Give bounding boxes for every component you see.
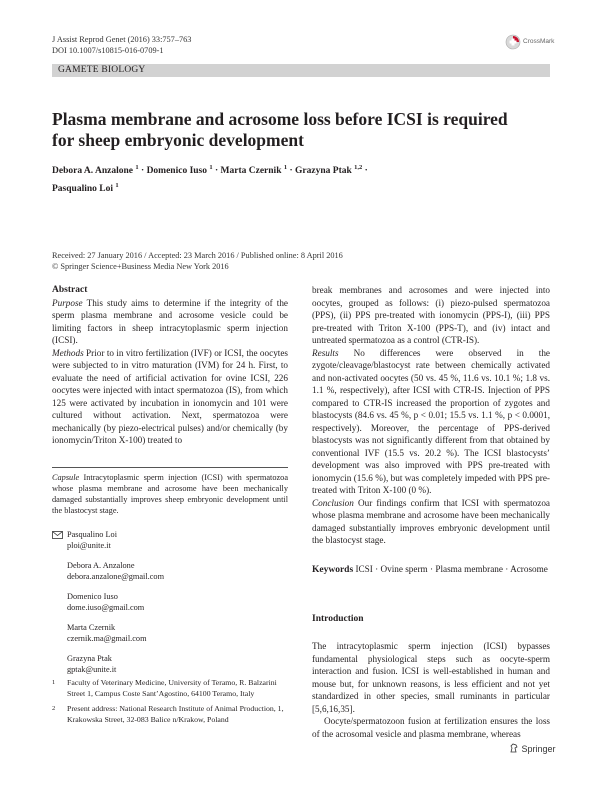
author-name: Domenico Iuso: [146, 166, 207, 177]
contact-name: Grazyna Ptak: [67, 654, 112, 663]
contact-entry: [67, 653, 288, 675]
contact-email[interactable]: ploi@unite.it: [67, 541, 111, 550]
section-bar: [52, 64, 550, 77]
keywords-text: ICSI · Ovine sperm · Plasma membrane · Acrosome: [355, 564, 548, 574]
introduction-heading: Introduction: [312, 614, 364, 624]
contact-email[interactable]: gptak@unite.it: [67, 665, 117, 674]
crossmark-icon: [505, 34, 521, 50]
affiliation-number: 2: [52, 705, 56, 712]
contact-name: Marta Czernik: [67, 623, 116, 632]
author-affiliation-ref: 1: [135, 164, 139, 171]
envelope-icon: [52, 531, 63, 539]
publisher-logo: [509, 743, 556, 754]
capsule: [52, 472, 288, 516]
author-separator: ·: [364, 166, 368, 177]
title-line-2: for sheep embryonic development: [52, 130, 304, 150]
author-line-2: [52, 179, 512, 197]
affiliation-text: Faculty of Veterinary Medicine, University of Teramo, R. Balzarini Street 1, Campus Coste Sant’Agostino, 64100 Teramo, Italy: [67, 678, 277, 698]
affiliation-2: [52, 704, 288, 725]
author-line-1: [52, 161, 512, 179]
contact-name: Domenico Iuso: [67, 592, 118, 601]
author-list: [52, 161, 512, 196]
methods-text: Prior to in vitro fertilization (IVF) or ICSI, the oocytes were subjected to in vitro maturation (IVM) for 24 h. First, to evaluate the need of artificial activation for ovine ICSI, 226 oocytes were injected with intact spermatozoa (IS), from which 125 were activated by incubation in ionomycin and 101 were cultured without activation. Next, spermatozoa were mechanically (by piezo-electrical pulses) and/or chemically (by ionomycin/Triton X-100) treated to: [52, 347, 288, 445]
methods-label: Methods: [52, 347, 84, 358]
contact-entry: [67, 622, 288, 644]
capsule-text: Intracytoplasmic sperm injection (ICSI) with spermatozoa whose plasma membrane and acrosome have been mechanically damaged substantially improves sheep embryonic development until the blastocyst stage.: [52, 473, 288, 515]
crossmark-label: CrossMark: [523, 38, 555, 45]
intro-paragraph-2: Oocyte/spermatozoon fusion at fertilization ensures the loss of the acrosomal vesicle and plasma membrane, whereas: [312, 716, 550, 739]
journal-citation: J Assist Reprod Genet (2016) 33:757–763: [52, 35, 192, 44]
results-label: Results: [312, 347, 339, 358]
contact-entry: [67, 529, 288, 551]
abstract-heading: Abstract: [52, 285, 88, 295]
abstract-methods: [52, 347, 288, 447]
author-separator: ·: [141, 166, 145, 177]
intro-paragraph-1: The intracytoplasmic sperm injection (ICSI) bypasses fundamental physiological steps such as oocyte-sperm interaction and fusion. ICSI is well-established in human and mouse but, for unknown reasons, is less efficient and not yet standardized in other species, small ruminants in particular [5,6,16,35].: [312, 641, 550, 714]
abstract-continuation: break membranes and acrosomes and were injected into oocytes, grouped as follows: (i) piezo-pulsed spermatozoa (PPS), (ii) PPS pre-treated with ionomycin (PPS-I), (iii) PPS pre-treated with Triton X-100 (PPS-T), and (iv) intact and untreated spermatozoa as a control (CTR-IS).: [312, 285, 550, 345]
author-affiliation-ref: 1: [209, 164, 213, 171]
publisher-name: Springer: [521, 744, 556, 754]
results-text: No differences were observed in the zygote/cleavage/blastocyst rate between chemically activated and non-activated oocytes (50 vs. 45 %, 11.6 vs. 10.1 %; 1.8 vs. 1.1 %, respectively), after ICSI with CTR-IS. Injection of PPS compared to CTR-IS increased the proportion of zygotes and blastocysts (84.6 vs. 45 %, p < 0.01; 15.5 vs. 1.1 %, p < 0.0001, respectively). Moreover, the percentage of PPS-derived blastocysts was not significantly different from that obtained by conventional IVF (15.5 vs. 20.2 %). The ICSI blastocysts’ development was also improved with PPS pre-treated with ionomycin (15.6 %), but was completely impeded with PPS pre-treated with Triton X-100 (0 %).: [312, 347, 550, 495]
author-affiliation-ref: 1,2: [354, 164, 363, 171]
author-affiliation-ref: 1: [115, 181, 119, 189]
purpose-text: This study aims to determine if the integrity of the sperm plasma membrane and acrosome vesicle could be limiting factors in sheep intracytoplasmic sperm injection (ICSI).: [52, 297, 288, 345]
article-history: [52, 250, 343, 272]
copyright: © Springer Science+Business Media New York 2016: [52, 262, 229, 271]
contact-entry: [67, 591, 288, 613]
contact-email[interactable]: debora.anzalone@gmail.com: [67, 572, 165, 581]
introduction-body: [312, 640, 550, 740]
contact-entry: [67, 560, 288, 582]
author-name: Grazyna Ptak: [295, 166, 352, 177]
crossmark-badge[interactable]: [505, 34, 565, 52]
section-label: GAMETE BIOLOGY: [58, 65, 146, 75]
contact-name: Debora A. Anzalone: [67, 561, 135, 570]
affiliation-number: 1: [52, 679, 56, 686]
author-name: Marta Czernik: [220, 166, 282, 177]
conclusion-text: Our findings confirm that ICSI with spermatozoa whose plasma membrane and acrosome have been mechanically damaged substantially improves embryonic development until the blastocyst stage.: [312, 497, 550, 545]
abstract-results: [312, 347, 550, 497]
springer-horse-icon: [509, 743, 519, 753]
author-name: Pasqualino Loi: [52, 183, 113, 194]
capsule-divider: [52, 467, 288, 468]
article-title: [52, 109, 552, 151]
conclusion-label: Conclusion: [312, 497, 354, 508]
author-affiliation-ref: 1: [283, 164, 288, 171]
contact-name: Pasqualino Loi: [67, 530, 118, 539]
affiliation-text: Present address: National Research Institute of Animal Production, 1, Krakowska Street, 32-083 Balice n/Krakow, Poland: [67, 704, 284, 724]
author-separator: ·: [215, 166, 219, 177]
journal-header: [52, 34, 191, 56]
contact-email[interactable]: dome.iuso@gmail.com: [67, 603, 145, 612]
purpose-label: Purpose: [52, 297, 83, 308]
author-name: Debora A. Anzalone: [52, 166, 134, 177]
abstract-right: [312, 284, 550, 547]
capsule-label: Capsule: [52, 473, 80, 482]
keywords-label: Keywords: [312, 565, 354, 575]
title-line-1: Plasma membrane and acrosome loss before ICSI is required: [52, 109, 508, 129]
affiliation-1: [52, 678, 288, 699]
abstract-purpose: [52, 297, 288, 347]
received-accepted-published: Received: 27 January 2016 / Accepted: 23 March 2016 / Published online: 8 April 2016: [52, 251, 343, 260]
abstract-left: [52, 284, 288, 447]
doi: DOI 10.1007/s10815-016-0709-1: [52, 46, 164, 55]
contact-list: [52, 529, 288, 675]
keywords: [312, 563, 550, 577]
author-separator: ·: [289, 166, 293, 177]
abstract-conclusion: [312, 497, 550, 547]
contact-email[interactable]: czernik.ma@gmail.com: [67, 634, 147, 643]
